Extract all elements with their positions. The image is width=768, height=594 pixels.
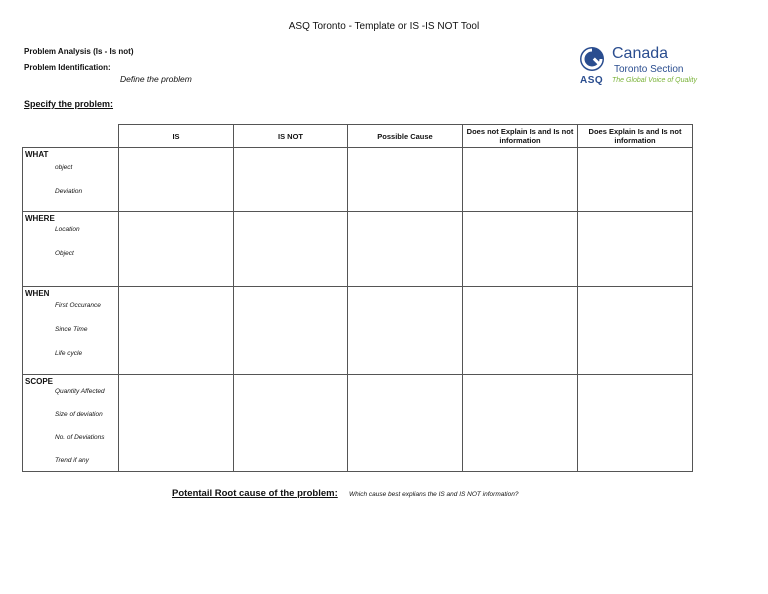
row-title: WHEN (25, 289, 50, 298)
table-header-row (23, 125, 693, 148)
problem-identification-label: Problem Identification: (24, 63, 111, 72)
row-item: Object (55, 250, 74, 257)
row-title: WHAT (25, 150, 49, 159)
table-cell[interactable] (119, 375, 234, 472)
logo-section-text: Toronto Section (614, 64, 684, 75)
row-item: Quantity Affected (55, 388, 105, 395)
table-row-what (23, 148, 693, 212)
root-cause-hint: Which cause best explians the IS and IS NOT information? (349, 491, 519, 498)
row-header-when (23, 287, 119, 375)
table-cell[interactable] (463, 148, 578, 212)
root-cause-label: Potentail Root cause of the problem: (172, 488, 338, 499)
row-item: Size of deviation (55, 411, 103, 418)
table-corner (23, 125, 119, 148)
row-header-scope (23, 375, 119, 472)
table-cell[interactable] (348, 212, 463, 287)
table-cell[interactable] (463, 287, 578, 375)
row-header-what (23, 148, 119, 212)
table-row-scope (23, 375, 693, 472)
is-is-not-table (22, 124, 693, 472)
logo-tagline: The Global Voice of Quality (612, 77, 697, 84)
row-title: WHERE (25, 214, 55, 223)
asq-logo (578, 42, 708, 90)
row-item: No. of Deviations (55, 434, 105, 441)
table-row-when (23, 287, 693, 375)
table-cell[interactable] (234, 148, 348, 212)
row-item: First Occurance (55, 302, 101, 309)
table-cell[interactable] (348, 287, 463, 375)
table-cell[interactable] (348, 375, 463, 472)
asq-logo-mark-icon (578, 45, 606, 73)
problem-analysis-label: Problem Analysis (Is - Is not) (24, 47, 134, 56)
table-cell[interactable] (578, 148, 693, 212)
row-item: Since Time (55, 326, 88, 333)
column-header: Does Explain Is and Is not information (578, 125, 693, 148)
table-cell[interactable] (578, 212, 693, 287)
table-cell[interactable] (578, 375, 693, 472)
row-item: Trend if any (55, 457, 89, 464)
table-cell[interactable] (119, 212, 234, 287)
table-cell[interactable] (119, 148, 234, 212)
logo-asq-text: ASQ (580, 75, 604, 86)
row-item: object (55, 164, 73, 171)
row-item: Location (55, 226, 80, 233)
column-header: Possible Cause (348, 125, 463, 148)
table-cell[interactable] (234, 375, 348, 472)
table-cell[interactable] (119, 287, 234, 375)
row-item: Life cycle (55, 350, 83, 357)
logo-country-text: Canada (612, 45, 669, 62)
table-cell[interactable] (578, 287, 693, 375)
row-item: Deviation (55, 188, 83, 195)
row-header-where (23, 212, 119, 287)
table-cell[interactable] (463, 212, 578, 287)
row-title: SCOPE (25, 377, 54, 386)
column-header: IS NOT (234, 125, 348, 148)
column-header: IS (119, 125, 234, 148)
table-cell[interactable] (234, 287, 348, 375)
specify-problem-heading: Specify the problem: (24, 99, 114, 109)
column-header: Does not Explain Is and Is not information (463, 125, 578, 148)
table-row-where (23, 212, 693, 287)
define-problem-text: Define the problem (120, 74, 192, 84)
table-cell[interactable] (463, 375, 578, 472)
table-cell[interactable] (234, 212, 348, 287)
page-title: ASQ Toronto - Template or IS -IS NOT Tool (288, 21, 480, 32)
table-cell[interactable] (348, 148, 463, 212)
